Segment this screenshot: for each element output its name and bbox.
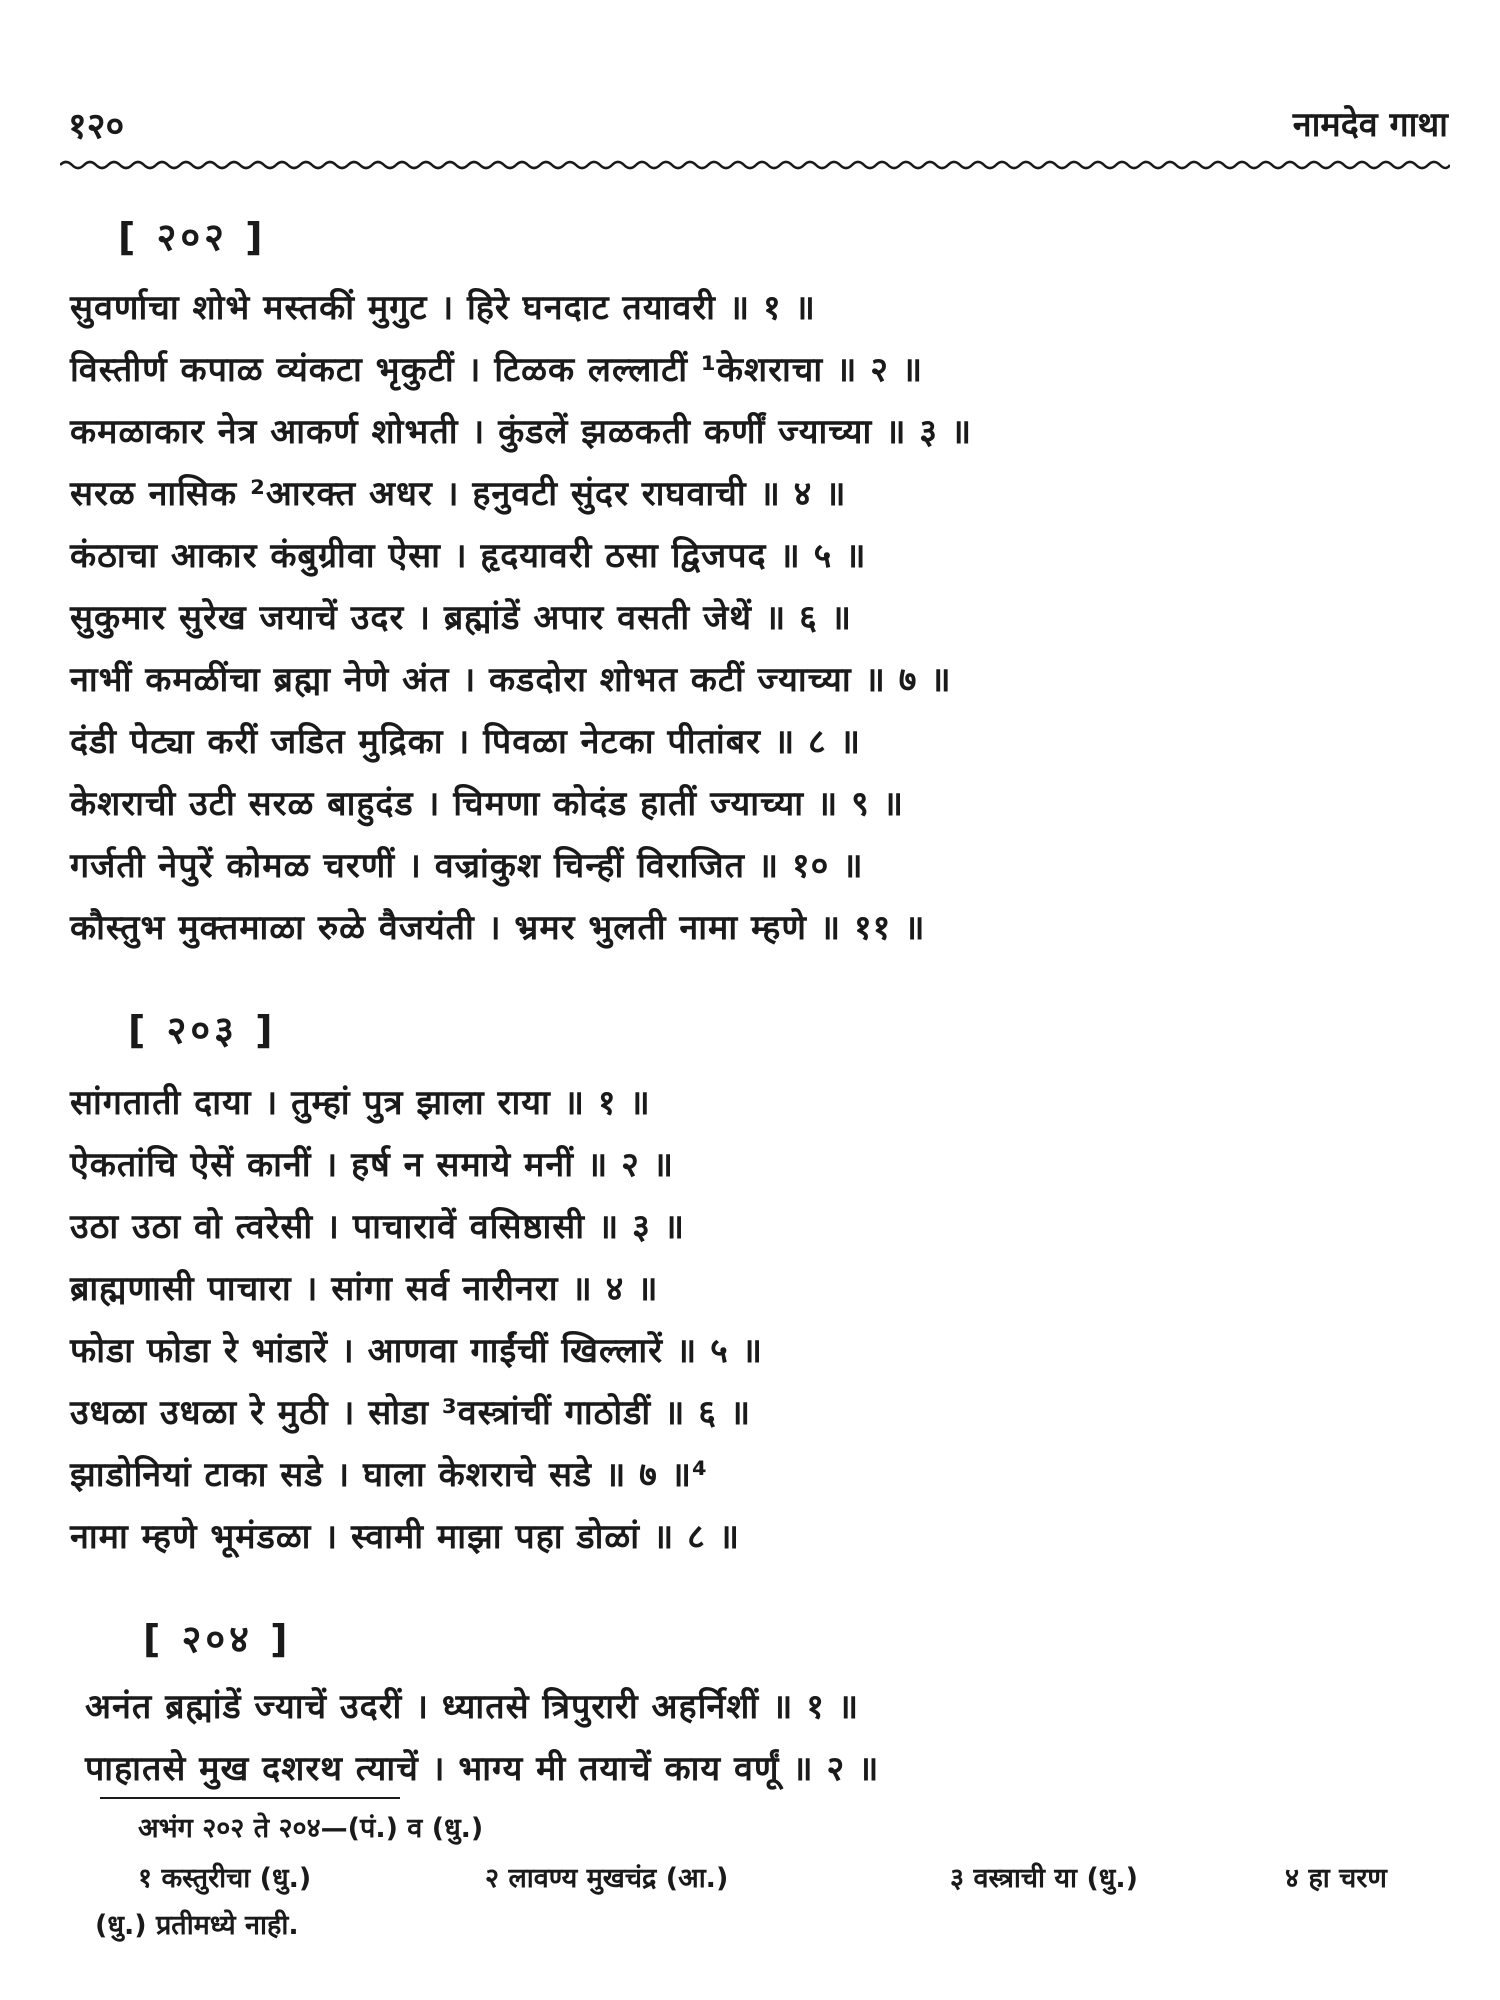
verse-line: सांगताती दाया । तुम्हां पुत्र झाला राया ॥ १ ॥	[70, 1083, 651, 1123]
footnote-1: १ कस्तुरीचा (धु.)	[138, 1863, 312, 1894]
page-number: १२०	[68, 106, 125, 147]
verse-line: कौस्तुभ मुक्तमाळा रुळे वैजयंती । भ्रमर भुलती नामा म्हणे ॥ ११ ॥	[70, 908, 926, 948]
verse-line: नामा म्हणे भूमंडळा । स्वामी माझा पहा डोळां ॥ ८ ॥	[70, 1517, 740, 1557]
footnote-4: ४ हा चरण	[1285, 1863, 1387, 1894]
page-header	[68, 100, 1448, 160]
running-title: नामदेव गाथा	[1292, 105, 1448, 145]
footnote-2: २ लावण्य मुखचंद्र (आ.)	[485, 1863, 729, 1894]
verse-line: विस्तीर्ण कपाळ व्यंकटा भृकुटीं । टिळक लल्लाटीं ¹केशराचा ॥ २ ॥	[70, 350, 924, 390]
verse-line: सरळ नासिक ²आरक्त अधर । हनुवटी सुंदर राघवाची ॥ ४ ॥	[70, 474, 847, 514]
verse-line: नाभीं कमळींचा ब्रह्मा नेणे अंत । कडदोरा शोभत कटीं ज्याच्या ॥ ७ ॥	[70, 660, 952, 700]
footnote-source: अभंग २०२ ते २०४—(पं.) व (धु.)	[138, 1813, 484, 1844]
section-heading-203: [ २०३ ]	[128, 1008, 277, 1052]
verse-line: सुकुमार सुरेख जयाचें उदर । ब्रह्मांडें अपार वसती जेथें ॥ ६ ॥	[70, 598, 852, 638]
verse-line: केशराची उटी सरळ बाहुदंड । चिमणा कोदंड हातीं ज्याच्या ॥ ९ ॥	[70, 784, 904, 824]
verse-line: दंडी पेट्या करीं जडित मुद्रिका । पिवळा नेटका पीतांबर ॥ ८ ॥	[70, 722, 861, 762]
header-wavy-rule	[60, 158, 1450, 172]
verse-line: ब्राह्मणासी पाचारा । सांगा सर्व नारीनरा ॥ ४ ॥	[70, 1269, 659, 1309]
footnote-rule	[100, 1797, 400, 1799]
verse-line: ऐकतांचि ऐसें कानीं । हर्ष न समाये मनीं ॥ २ ॥	[70, 1145, 674, 1185]
verse-line: कंठाचा आकार कंबुग्रीवा ऐसा । हृदयावरी ठसा द्विजपद ॥ ५ ॥	[70, 536, 867, 576]
footnote-continuation: (धु.) प्रतीमध्ये नाही.	[95, 1910, 299, 1941]
verse-line: उधळा उधळा रे मुठी । सोडा ³वस्त्रांचीं गाठोडीं ॥ ६ ॥	[70, 1393, 752, 1433]
verse-line: उठा उठा वो त्वरेसी । पाचारावें वसिष्ठासी ॥ ३ ॥	[70, 1207, 685, 1247]
section-heading-202: [ २०२ ]	[118, 215, 267, 259]
section-heading-204: [ २०४ ]	[143, 1617, 292, 1661]
verse-line: झाडोनियां टाका सडे । घाला केशराचे सडे ॥ ७ ॥⁴	[70, 1455, 708, 1495]
footnote-3: ३ वस्त्राची या (धु.)	[950, 1863, 1138, 1894]
verse-line: अनंत ब्रह्मांडें ज्याचें उदरीं । ध्यातसे त्रिपुरारी अहर्निशीं ॥ १ ॥	[85, 1687, 860, 1727]
verse-line: सुवर्णाचा शोभे मस्तकीं मुगुट । हिरे घनदाट तयावरी ॥ १ ॥	[70, 288, 816, 328]
verse-line: कमळाकार नेत्र आकर्ण शोभती । कुंडलें झळकती कर्णीं ज्याच्या ॥ ३ ॥	[70, 412, 973, 452]
verse-line: पाहातसे मुख दशरथ त्याचें । भाग्य मी तयाचें काय वर्णूं ॥ २ ॥	[85, 1749, 880, 1789]
verse-line: फोडा फोडा रे भांडारें । आणवा गाईंचीं खिल्लारें ॥ ५ ॥	[70, 1331, 764, 1371]
verse-line: गर्जती नेपुरें कोमळ चरणीं । वज्रांकुश चिन्हीं विराजित ॥ १० ॥	[70, 846, 864, 886]
